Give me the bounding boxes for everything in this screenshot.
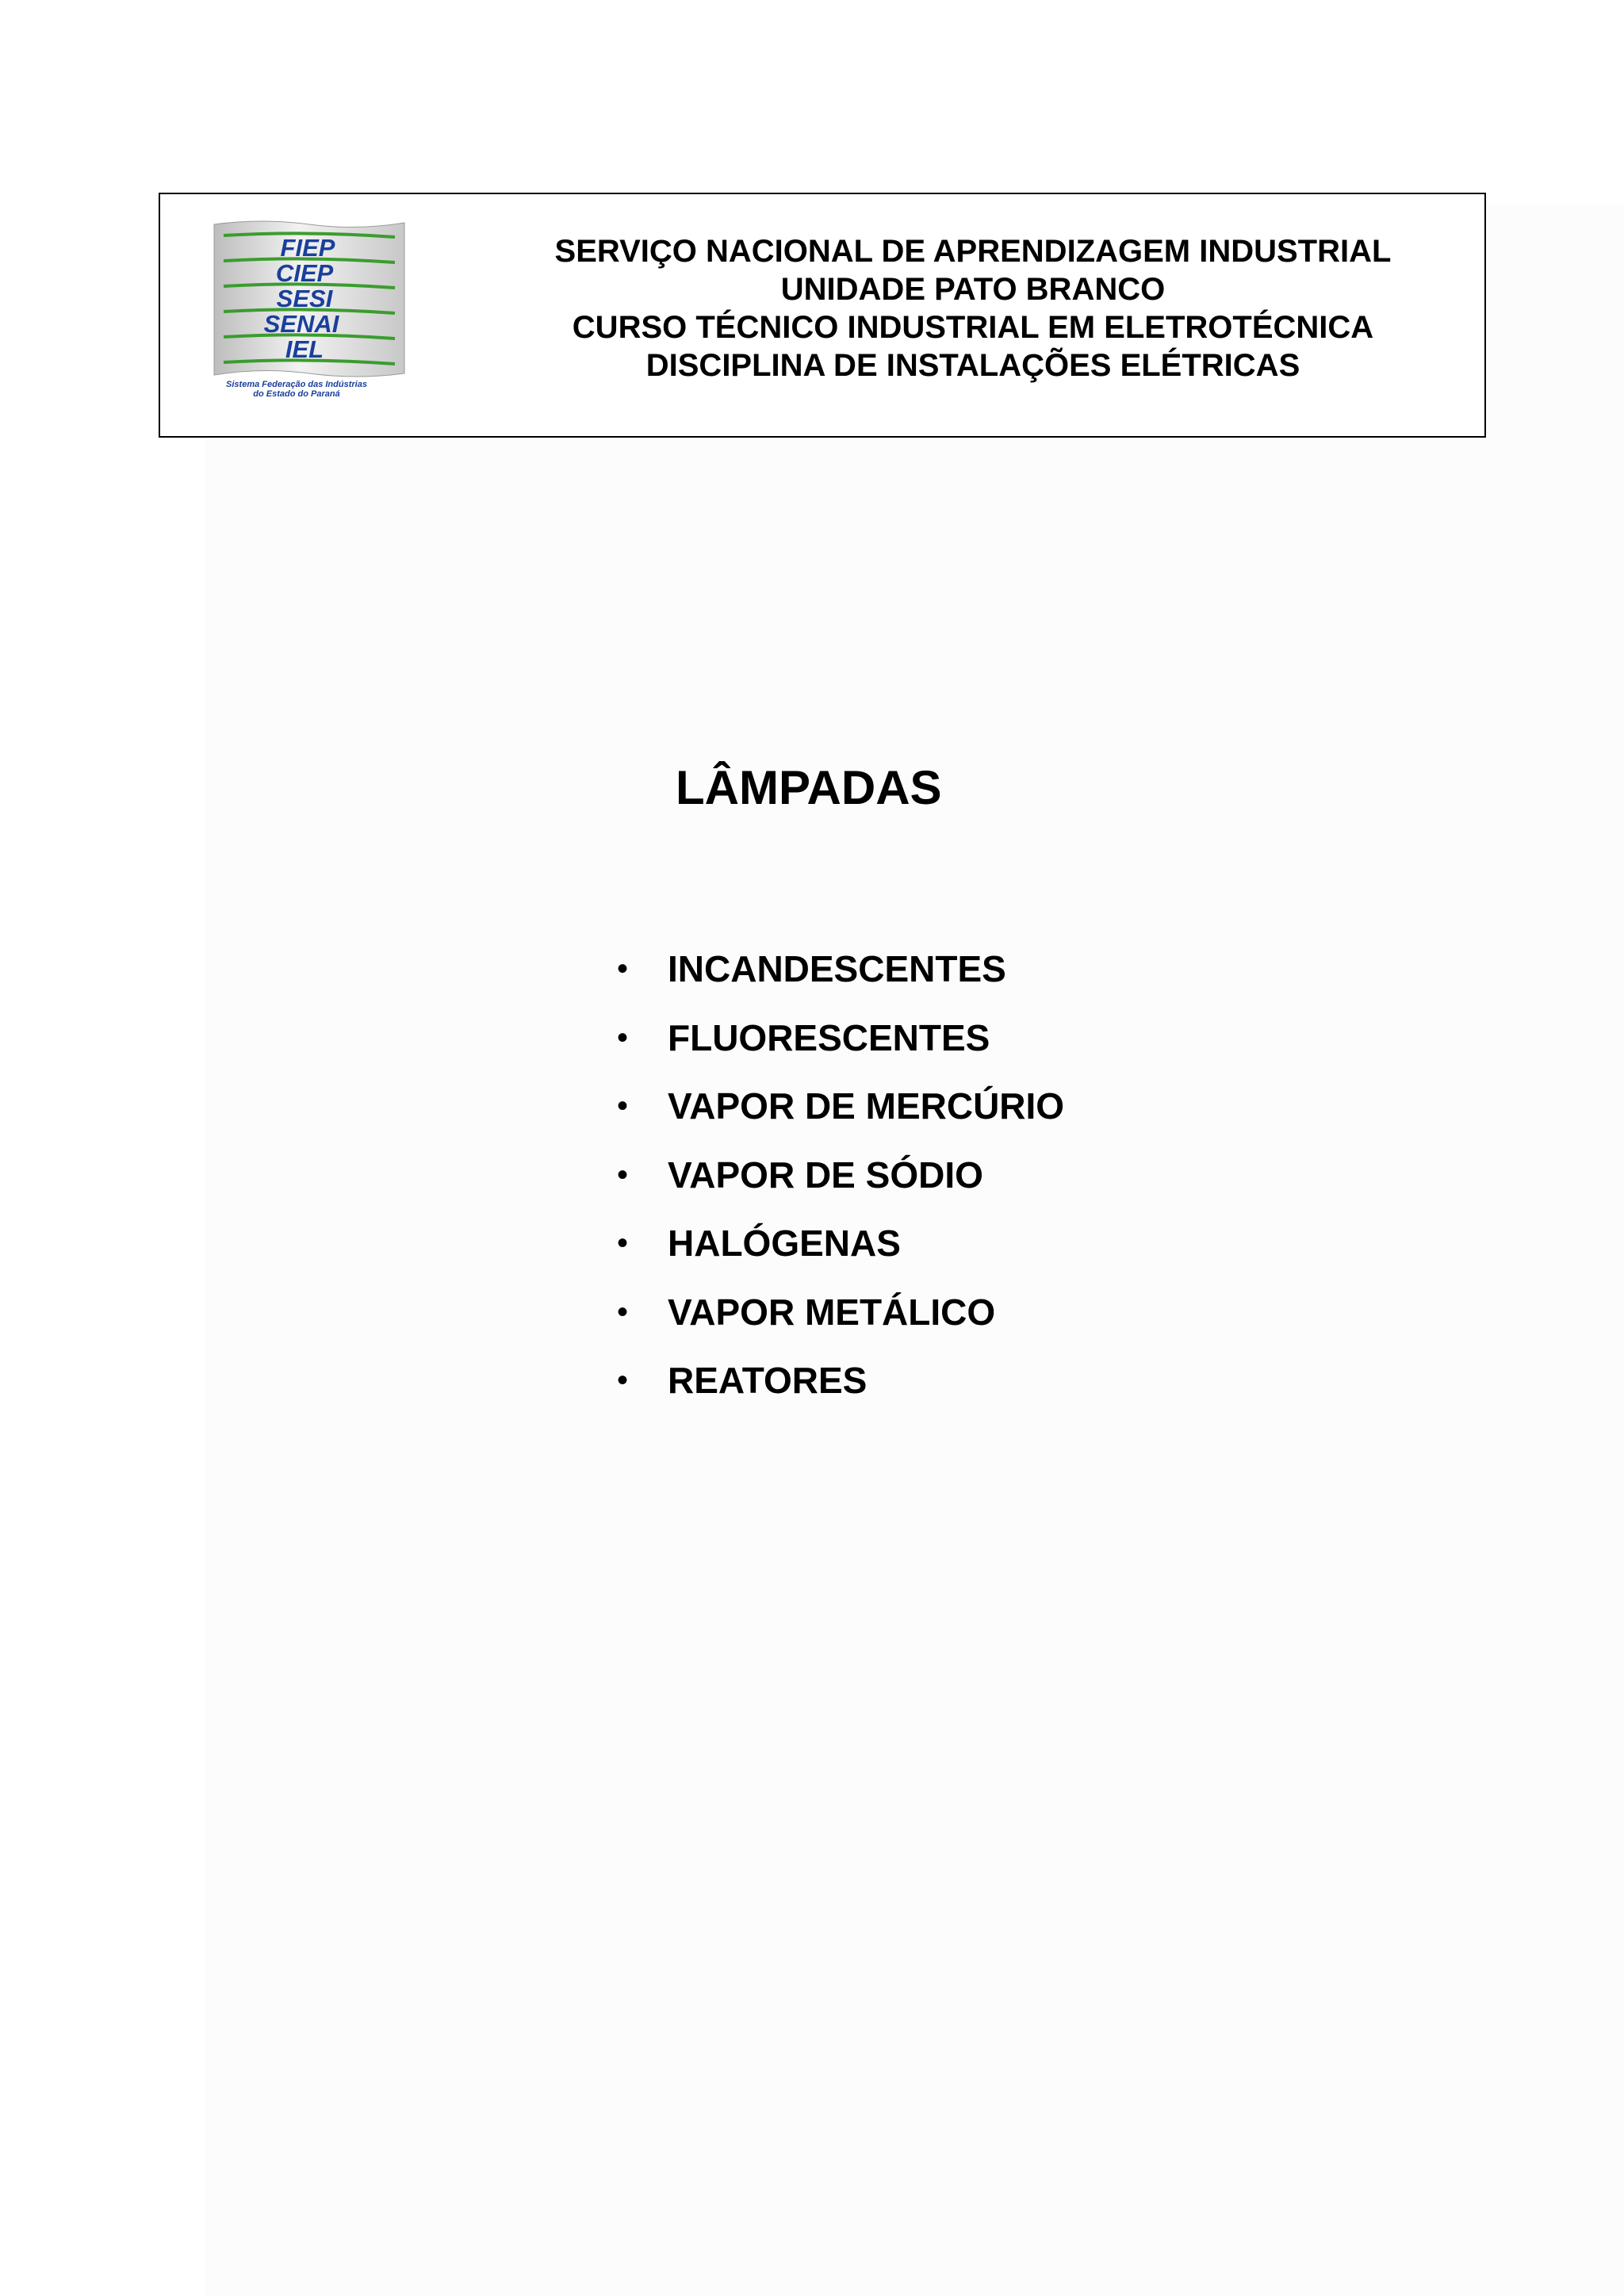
bullet: • xyxy=(617,951,629,986)
logo-line-1: FIEP xyxy=(280,234,335,262)
list-item xyxy=(617,1152,1064,1221)
logo-line-4: SENAI xyxy=(263,310,339,338)
discipline-name: DISCIPLINA DE INSTALAÇÕES ELÉTRICAS xyxy=(645,348,1300,383)
logo-line-3: SESI xyxy=(276,285,333,312)
bullet: • xyxy=(617,1226,629,1261)
institution-header xyxy=(477,232,1469,385)
course-name: CURSO TÉCNICO INDUSTRIAL EM ELETROTÉCNICA xyxy=(572,310,1374,345)
list-item-label: REATORES xyxy=(668,1360,868,1401)
bullet: • xyxy=(617,1020,629,1055)
list-item-label: VAPOR METÁLICO xyxy=(668,1291,996,1333)
fiep-logo-graphic xyxy=(206,218,411,397)
unit-name: UNIDADE PATO BRANCO xyxy=(780,272,1166,307)
list-item xyxy=(617,1015,1064,1084)
list-item xyxy=(617,1083,1064,1152)
bullet: • xyxy=(617,1294,629,1330)
logo-caption-2: do Estado do Paraná xyxy=(253,389,340,397)
logo-line-2: CIEP xyxy=(275,259,334,287)
list-item xyxy=(617,1220,1064,1289)
list-item-label: VAPOR DE MERCÚRIO xyxy=(668,1085,1065,1127)
logo-line-5: IEL xyxy=(285,335,324,363)
list-item xyxy=(617,1289,1064,1358)
list-item-label: FLUORESCENTES xyxy=(668,1016,990,1058)
page-title: LÂMPADAS xyxy=(676,761,942,814)
list-item xyxy=(617,1357,1064,1426)
logo-caption-1: Sistema Federação das Indústrias xyxy=(226,380,367,389)
fiep-logo xyxy=(206,218,411,397)
list-item xyxy=(617,946,1064,1015)
header-box xyxy=(159,193,1486,438)
bullet: • xyxy=(617,1157,629,1192)
list-item-label: VAPOR DE SÓDIO xyxy=(668,1154,983,1196)
institution-name: SERVIÇO NACIONAL DE APRENDIZAGEM INDUSTRIAL xyxy=(554,234,1392,269)
bullet: • xyxy=(617,1089,629,1123)
lamp-type-list xyxy=(617,946,1064,1426)
bullet: • xyxy=(617,1363,629,1398)
list-item-label: HALÓGENAS xyxy=(668,1223,901,1264)
list-item-label: INCANDESCENTES xyxy=(668,948,1006,989)
